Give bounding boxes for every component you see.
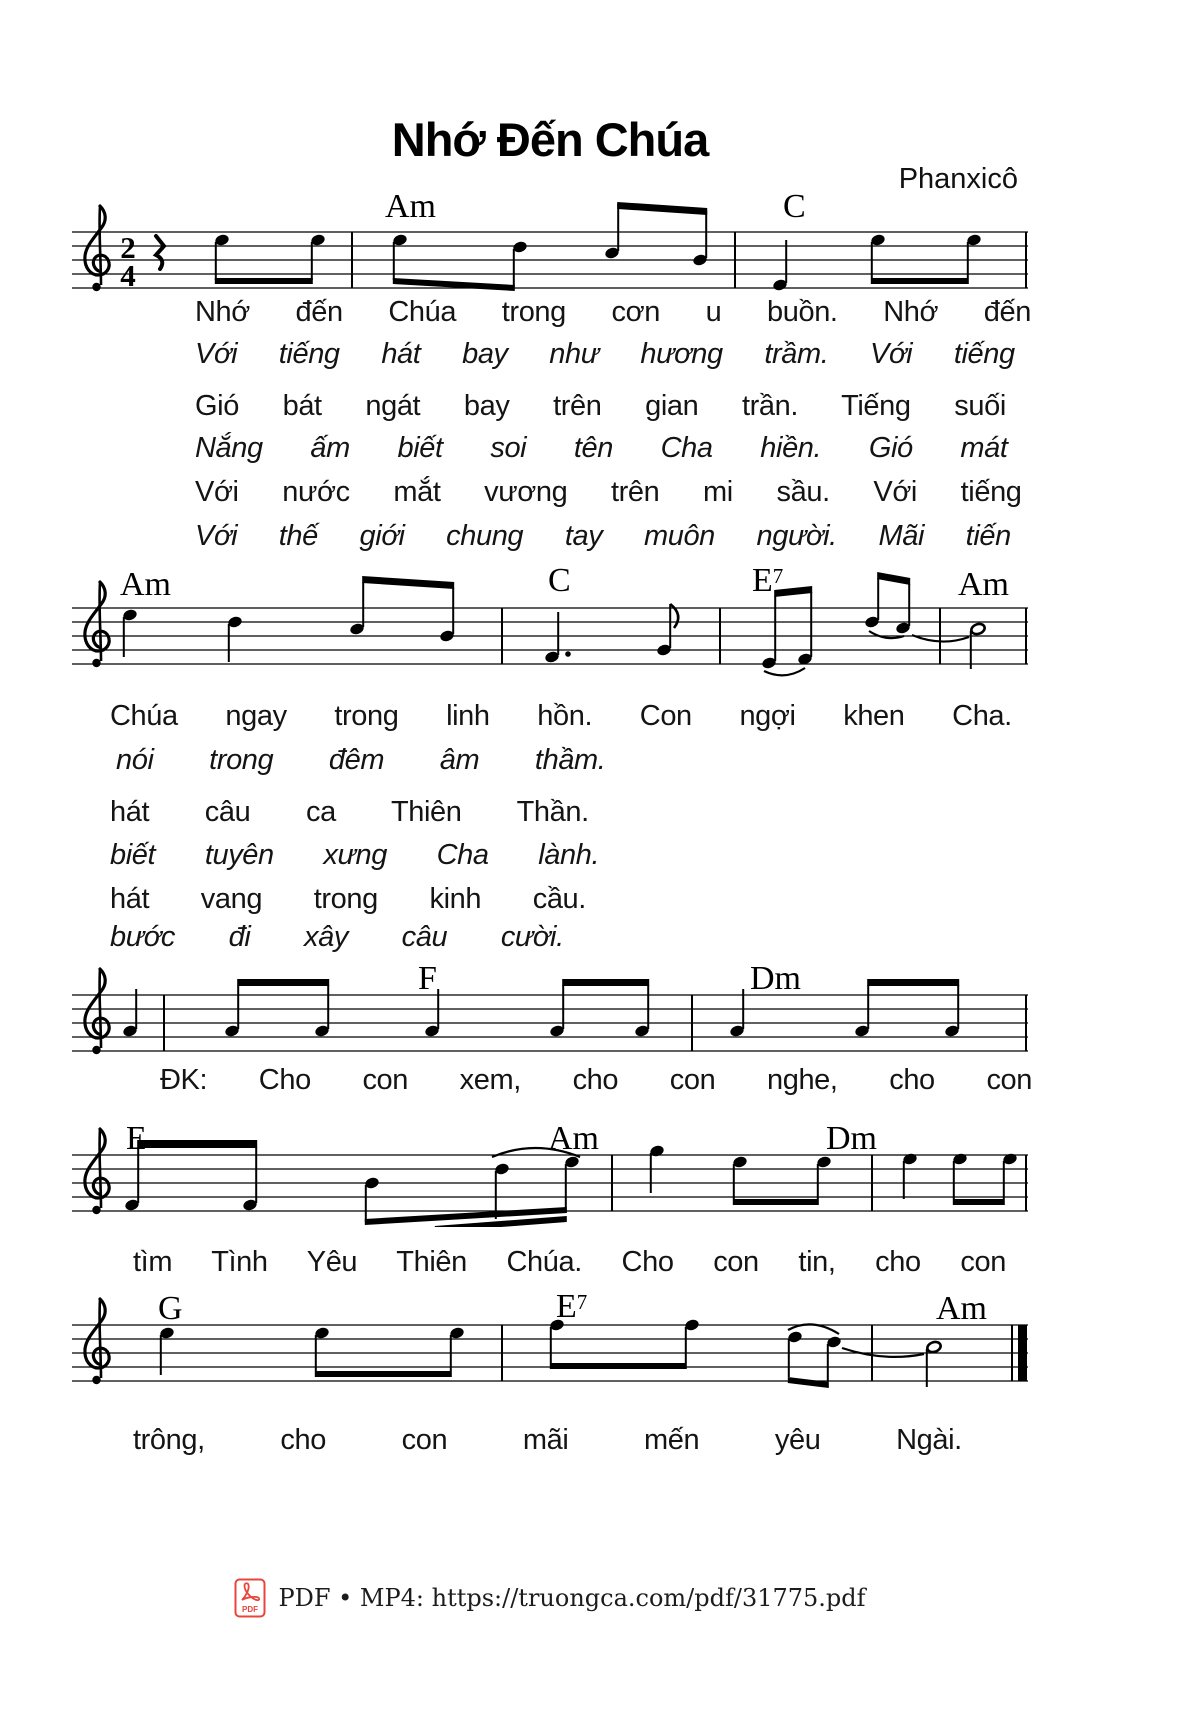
chord-symbol: E bbox=[126, 1120, 147, 1157]
chord-symbol: Dm bbox=[826, 1120, 877, 1157]
time-signature bbox=[120, 230, 136, 293]
staff-1 bbox=[72, 188, 1028, 304]
chord-symbol: C bbox=[548, 562, 571, 599]
lyric-line: bước đi xây câu cười. bbox=[110, 921, 564, 953]
lyric-line: Nắng ấm biết soi tên Cha hiền. Gió mát bbox=[195, 432, 1008, 464]
staff-lines bbox=[72, 1155, 1028, 1211]
notes bbox=[122, 979, 1026, 1051]
chord-symbol: Am bbox=[120, 566, 171, 603]
quarter-rest-icon bbox=[156, 236, 164, 269]
treble-clef-icon bbox=[85, 1129, 109, 1214]
lyric-line-chorus: trông, cho con mãi mến yêu Ngài. bbox=[133, 1424, 962, 1456]
chord-symbol: F bbox=[418, 960, 437, 997]
chord-symbol: Am bbox=[385, 188, 436, 225]
lyric-line-chorus: ĐK: Cho con xem, cho con nghe, cho con bbox=[160, 1064, 1032, 1096]
treble-clef-icon bbox=[85, 1299, 109, 1384]
notes bbox=[214, 202, 1026, 292]
treble-clef-icon bbox=[85, 969, 109, 1054]
lyric-line: Chúa ngay trong linh hồn. Con ngợi khen Cha. bbox=[110, 700, 1012, 732]
chord-symbol: C bbox=[783, 188, 806, 225]
lyric-line: biết tuyên xưng Cha lành. bbox=[110, 839, 600, 871]
lyric-line: Nhớ đến Chúa trong cơn u buồn. Nhớ đến bbox=[195, 296, 1031, 328]
lyric-line: hát câu ca Thiên Thần. bbox=[110, 796, 589, 828]
chord-symbol: G bbox=[158, 1290, 183, 1327]
chord-symbol: $E^7$ bbox=[556, 1288, 588, 1325]
footer bbox=[0, 1578, 1100, 1618]
notes bbox=[122, 572, 1026, 675]
chord-symbol: $E^7$ bbox=[752, 562, 784, 599]
lyric-line: Với tiếng hát bay như hương trầm. Với tiếng bbox=[195, 338, 1015, 370]
footer-link-text[interactable]: PDF • MP4: https://truongca.com/pdf/31775.pdf bbox=[278, 1584, 866, 1612]
treble-clef-icon bbox=[85, 206, 109, 291]
lyric-line: Với thế giới chung tay muôn người. Mãi tiến bbox=[195, 520, 1011, 552]
chord-symbol: Am bbox=[958, 566, 1009, 603]
treble-clef-icon bbox=[85, 582, 109, 667]
chord-symbol: Am bbox=[936, 1290, 987, 1327]
lyric-line: nói trong đêm âm thầm. bbox=[116, 744, 606, 776]
chord-symbol: Am bbox=[548, 1120, 599, 1157]
lyric-line: Gió bát ngát bay trên gian trần. Tiếng suối bbox=[195, 390, 1006, 422]
svg-text:PDF: PDF bbox=[242, 1605, 259, 1614]
lyric-line: Với nước mắt vương trên mi sầu. Với tiếng bbox=[195, 476, 1022, 508]
svg-text:4: 4 bbox=[120, 258, 136, 293]
svg-text:2: 2 bbox=[120, 230, 136, 265]
staff-lines bbox=[72, 995, 1028, 1051]
staff-5 bbox=[72, 1285, 1028, 1397]
page-title: Nhớ Đến Chúa bbox=[391, 113, 709, 166]
lyric-line-chorus: tìm Tình Yêu Thiên Chúa. Cho con tin, cho con bbox=[133, 1246, 1006, 1278]
pdf-file-icon[interactable] bbox=[234, 1578, 266, 1618]
lyric-line: hát vang trong kinh cầu. bbox=[110, 883, 586, 915]
chord-symbol: Dm bbox=[750, 960, 801, 997]
composer-name: Phanxicô bbox=[898, 163, 1018, 195]
staff-3 bbox=[72, 955, 1028, 1067]
